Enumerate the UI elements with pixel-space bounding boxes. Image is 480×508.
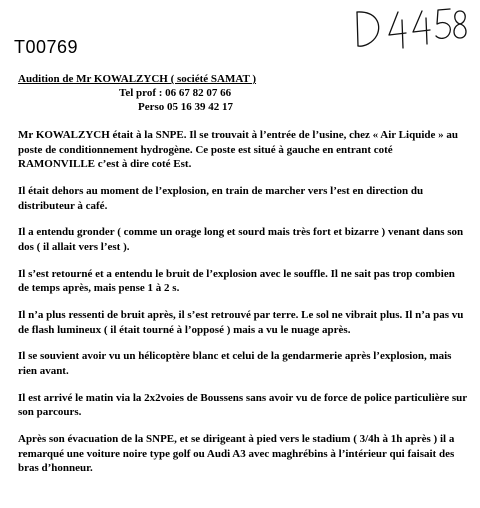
paragraph: Après son évacuation de la SNPE, et se dirigeant à pied vers le stadium ( 3/4h à 1h après ) il a remarqué une voiture noire type golf ou Audi A3 avec maghrébins à l’intérieur qui faisait des bras d’honneur. <box>18 433 455 475</box>
handwritten-reference <box>352 2 472 54</box>
paragraph: Il a entendu gronder ( comme un orage long et sourd mais très fort et bizarre ) venant dans son dos ( il allait vers l’est ). <box>18 226 464 253</box>
paragraph: Il est arrivé le matin via la 2x2voies de Boussens sans avoir vu de force de police particulière sur son parcours. <box>18 391 467 419</box>
header-title: Audition de Mr KOWALZYCH ( société SAMAT ) <box>18 73 257 85</box>
paragraph: Il était dehors au moment de l’explosion, en train de marcher vers l’est en direction du distributeur à café. <box>18 184 424 212</box>
paragraph: Il n’a plus ressenti de bruit après, il s’est retrouvé par terre. Le sol ne vibrait plus. Il n’a pas vu de flash lumineux ( il était tourné à l’opposé ) mais a vu le nuage après. <box>18 309 464 336</box>
header-phone-pro: Tel prof : 06 67 82 07 66 <box>119 87 232 99</box>
paragraph: Mr KOWALZYCH était à la SNPE. Il se trouvait à l’entrée de l’usine, chez « Air Liquide » au poste de conditionnement hydrogène. Ce poste est situé à gauche en entrant coté RAMONVILLE c’est à dire coté Est. <box>18 129 458 171</box>
audition-header <box>18 72 468 114</box>
paragraph: Il se souvient avoir vu un hélicoptère blanc et celui de la gendarmerie après l’explosion, mais rien avant. <box>18 350 452 378</box>
paragraph: Il s’est retourné et a entendu le bruit de l’explosion avec le souffle. Il ne sait pas trop combien de temps après, mais pense 1 à 2 s. <box>18 267 455 295</box>
document-body <box>18 128 468 488</box>
header-phone-perso: Perso 05 16 39 42 17 <box>138 101 234 113</box>
document-id: T00769 <box>14 37 79 57</box>
